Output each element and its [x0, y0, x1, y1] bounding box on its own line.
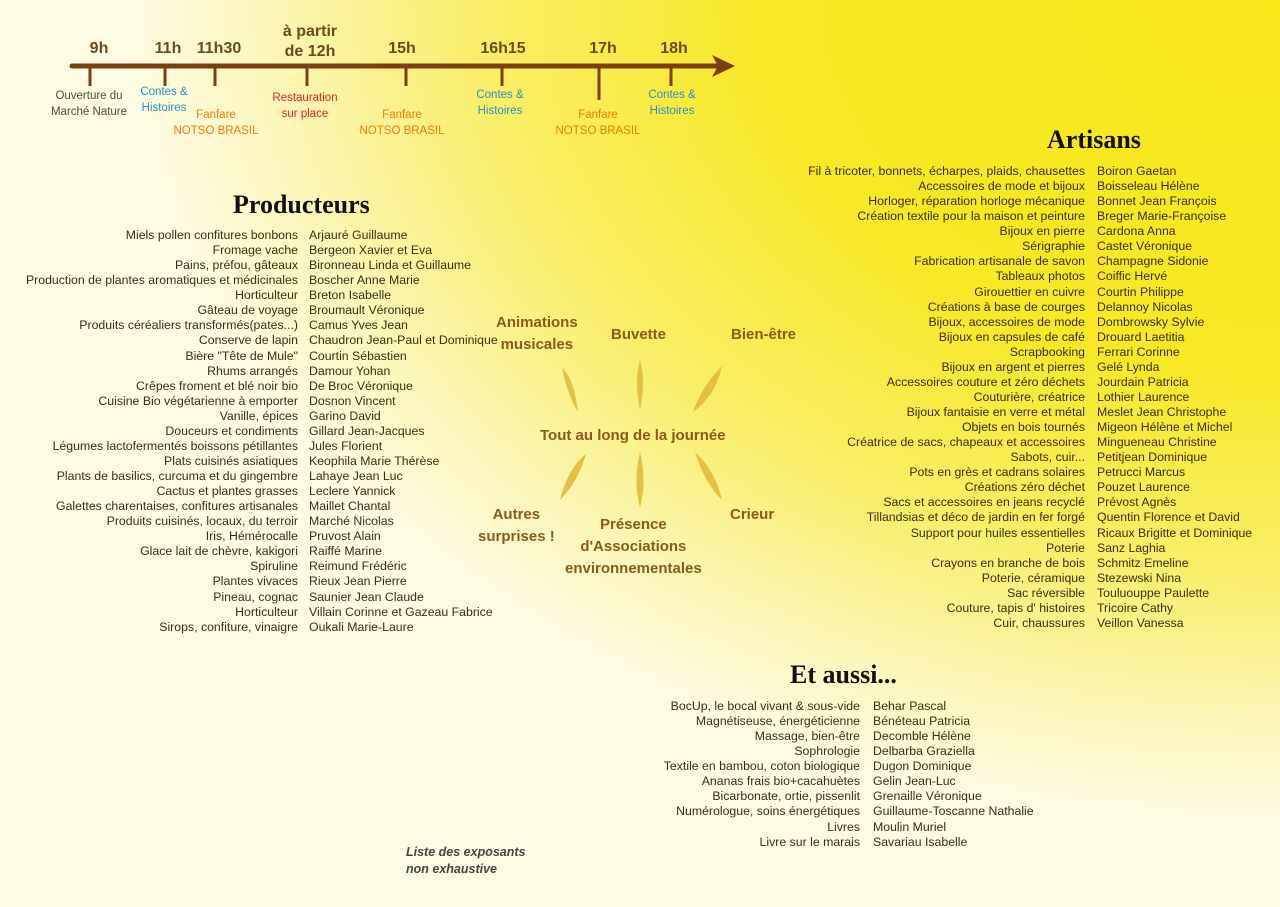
exhibitor-name: Jourdain Patricia [1097, 374, 1189, 389]
exhibitor-activity: Produits cuisinés, locaux, du terroir [106, 514, 298, 529]
exhibitor-row [700, 480, 1252, 495]
exhibitor-row [700, 209, 1252, 224]
exhibitor-activity: Cuir, chaussures [993, 615, 1085, 630]
exhibitor-name: Bironneau Linda et Guillaume [309, 258, 472, 273]
exhibitor-name: Migeon Hélène et Michel [1097, 420, 1233, 435]
exhibitor-activity: Glace lait de chèvre, kakigori [140, 544, 298, 559]
exhibitor-activity: Créations à base de courges [927, 299, 1085, 314]
exhibitor-activity: Couturière, créatrice [973, 389, 1085, 404]
exhibitor-activity: Plantes vivaces [212, 574, 298, 589]
exhibitor-name: Cardona Anna [1097, 224, 1176, 239]
exhibitor-row [700, 224, 1252, 239]
exhibitor-activity: Créations zéro déchet [964, 480, 1085, 495]
exhibitor-name: Moulin Muriel [873, 819, 947, 834]
exhibitor-row [0, 620, 498, 635]
exhibitor-row [0, 303, 498, 318]
exhibitor-activity: Girouettier en cuivre [974, 284, 1085, 299]
exhibitor-row [0, 409, 498, 424]
exhibitor-activity: Bijoux en argent et pierres [941, 359, 1085, 374]
exhibitor-name: Courtin Philippe [1097, 284, 1184, 299]
exhibitor-row [560, 729, 1034, 744]
exhibitor-activity: Massage, bien-être [754, 729, 860, 744]
exhibitor-row [700, 616, 1252, 631]
exhibitor-activity: Accessoires de mode et bijoux [918, 179, 1085, 194]
time-label: 17h [589, 40, 617, 57]
exhibitor-row [0, 273, 498, 288]
exhibitor-row [700, 541, 1252, 556]
time-label: 9h [89, 40, 109, 57]
exhibitor-activity: Scrapbooking [1009, 344, 1085, 359]
exhibitor-name: Quentin Florence et David [1097, 510, 1240, 525]
exhibitor-row [700, 450, 1252, 465]
exhibitor-activity: Sacs et accessoires en jeans recyclé [883, 495, 1085, 510]
sun-ray [637, 452, 644, 508]
exhibitor-row [0, 333, 498, 348]
exhibitor-activity: Fabrication artisanale de savon [914, 254, 1085, 269]
exhibitor-activity: Sérigraphie [1022, 239, 1085, 254]
exhibitor-row [700, 571, 1252, 586]
exhibitor-row [700, 345, 1252, 360]
exhibitor-row [700, 526, 1252, 541]
exhibitor-row [0, 529, 498, 544]
exhibitor-activity: BocUp, le bocal vivant & sous-vide [670, 699, 860, 713]
exhibitor-activity: Magnétiseuse, énergéticienne [695, 714, 860, 729]
exhibitor-name: Boisseleau Hélène [1097, 179, 1200, 194]
exhibitor-activity: Bicarbonate, ortie, pissenlit [712, 789, 860, 804]
exhibitor-activity: Bijoux fantaisie en verre et métal [906, 405, 1085, 419]
exhibitor-activity: Bière "Tête de Mule" [185, 348, 298, 363]
exhibitor-name: Reimund Frédéric [309, 559, 407, 574]
exhibitor-activity: Fromage vache [212, 243, 298, 258]
exhibitor-activity: Horticulteur [235, 604, 298, 619]
exhibitor-name: Veillon Vanessa [1097, 615, 1184, 630]
exhibitor-row [560, 804, 1034, 819]
event-label: Ouverture du Marché Nature [50, 90, 128, 118]
sun-bienetre-label: Bien-être [731, 326, 797, 343]
exhibitor-activity: Bijoux, accessoires de mode [928, 314, 1085, 329]
time-tick [89, 66, 92, 86]
exhibitor-name: Raiffé Marine [309, 544, 382, 559]
exhibitor-name: Champagne Sidonie [1097, 254, 1209, 269]
exhibitor-row [560, 774, 1034, 789]
exhibitor-name: Dombrowsky Sylvie [1097, 314, 1205, 329]
exhibitor-activity: Poterie [1046, 540, 1085, 555]
exhibitor-row [0, 258, 498, 273]
time-label: 15h [388, 40, 416, 57]
time-label: à partir de 12h [282, 23, 338, 60]
exhibitor-row [700, 375, 1252, 390]
exhibitor-row [700, 405, 1252, 420]
event-label: Fanfare NOTSO BRASIL [173, 109, 259, 137]
exhibitor-name: Breton Isabelle [309, 288, 392, 303]
exhibitor-activity: Objets en bois tournés [961, 420, 1085, 435]
exhibitor-name: Damour Yohan [309, 363, 391, 378]
exhibitor-row [700, 510, 1252, 525]
exhibitor-name: Decomble Hélène [873, 729, 971, 744]
sun-buvette-label: Buvette [611, 326, 667, 343]
exhibitor-name: Marché Nicolas [309, 514, 394, 529]
exhibitor-name: Keophila Marie Thérèse [309, 453, 440, 468]
exhibitor-name: Garino David [309, 408, 381, 423]
exhibitor-name: Saunier Jean Claude [309, 589, 424, 604]
exhibitor-row [0, 243, 498, 258]
exhibitor-activity: Accessoires couture et zéro déchets [886, 374, 1085, 389]
exhibitor-row [0, 499, 498, 514]
exhibitor-activity: Pains, préfou, gâteaux [174, 258, 298, 273]
exhibitor-name: Bergeon Xavier et Eva [309, 243, 433, 258]
exhibitor-name: Dugon Dominique [873, 759, 972, 774]
exhibitor-row [560, 744, 1034, 759]
exhibitor-activity: Rhums arrangés [207, 363, 298, 378]
exhibitor-activity: Cuisine Bio végétarienne à emporter [98, 393, 298, 408]
exhibitor-activity: Sabots, cuir... [1010, 450, 1085, 465]
exhibitor-name: Prévost Agnès [1097, 495, 1177, 510]
exhibitor-activity: Iris, Hémérocalle [205, 529, 298, 544]
exhibitor-name: Gillard Jean-Jacques [309, 423, 425, 438]
exhibitor-name: Leclere Yannick [309, 484, 396, 499]
exhibitor-row [700, 390, 1252, 405]
exhibitor-row [0, 544, 498, 559]
exhibitor-row [700, 164, 1252, 179]
exhibitor-activity: Miels pollen confitures bonbons [125, 228, 298, 242]
exhibitor-name: Grenaille Véronique [873, 789, 982, 804]
exhibitor-activity: Plats cuisinés asiatiques [164, 453, 298, 468]
exhibitor-row [700, 285, 1252, 300]
time-tick [306, 66, 309, 86]
exhibitor-name: Chaudron Jean-Paul et Dominique [309, 333, 498, 348]
exhibitor-name: Lahaye Jean Luc [309, 469, 403, 483]
exhibitor-row [700, 601, 1252, 616]
exhibitor-activity: Sophrologie [794, 744, 860, 759]
exhibitor-activity: Fil à tricoter, bonnets, écharpes, plaids, chausettes [808, 164, 1085, 178]
exhibitor-name: Delannoy Nicolas [1097, 299, 1193, 314]
exhibitor-activity: Support pour huiles essentielles [910, 525, 1085, 540]
exhibitor-row [700, 586, 1252, 601]
exhibitor-row [700, 556, 1252, 571]
exhibitor-name: Savariau Isabelle [873, 834, 968, 849]
exhibitor-activity: Tillandsias et déco de jardin en fer forgé [866, 510, 1085, 525]
exhibitor-row [0, 590, 498, 605]
exhibitor-name: Pouzet Laurence [1097, 480, 1190, 495]
time-tick [214, 66, 217, 86]
exhibitor-row [0, 574, 498, 589]
exhibitor-row [0, 318, 498, 333]
exhibitor-activity: Plants de basilics, curcuma et du gingembre [56, 469, 298, 483]
time-tick [164, 66, 167, 86]
exhibitor-name: Courtin Sébastien [309, 348, 407, 363]
exhibitor-row [0, 394, 498, 409]
exhibitor-row [700, 420, 1252, 435]
time-tick [670, 66, 673, 86]
sun-presence-label: Présence d'Associations environnementales [565, 516, 702, 577]
exhibitor-name: Stezewski Nina [1097, 570, 1182, 585]
exhibitor-row [700, 360, 1252, 375]
artisans-heading: Artisans [1047, 125, 1141, 154]
exhibitor-row [0, 484, 498, 499]
exhibitor-name: Ricaux Brigitte et Dominique [1097, 525, 1253, 540]
exhibitor-row [560, 820, 1034, 835]
time-tick [501, 66, 504, 86]
exhibitor-activity: Pineau, cognac [213, 589, 298, 604]
exhibitor-activity: Horloger, réparation horloge mécanique [868, 194, 1085, 209]
exhibitor-name: Sanz Laghia [1097, 540, 1166, 555]
exhibitor-activity: Production de plantes aromatiques et médicinales [25, 273, 298, 288]
exhibitor-activity: Poterie, céramique [981, 570, 1085, 585]
exhibitor-activity: Crêpes froment et blé noir bio [136, 378, 298, 393]
exhibitor-activity: Bijoux en pierre [999, 224, 1085, 239]
event-label: Contes & Histoires [140, 86, 188, 114]
exhibitor-name: Gelé Lynda [1097, 359, 1160, 374]
exhibitor-name: Behar Pascal [873, 699, 947, 713]
artisans-list [700, 164, 1252, 631]
exhibitor-activity: Cactus et plantes grasses [156, 484, 298, 499]
exhibitor-row [560, 714, 1034, 729]
exhibitor-name: Gelin Jean-Luc [873, 774, 956, 789]
exhibitor-row [560, 835, 1034, 850]
exhibitor-activity: Ananas frais bio+cacahuètes [701, 774, 860, 789]
exhibitor-activity: Création textile pour la maison et peinture [857, 209, 1085, 224]
sun-center-label: Tout au long de la journée [540, 427, 726, 444]
exhibitor-name: Jules Florient [309, 438, 383, 453]
event-label: Restauration sur place [272, 92, 338, 120]
exhibitor-activity: Créatrice de sacs, chapeaux et accessoires [847, 435, 1085, 450]
exhibitor-row [700, 269, 1252, 284]
exhibitor-name: Petrucci Marcus [1097, 465, 1186, 480]
exhibitor-name: Schmitz Emeline [1097, 555, 1189, 570]
exhibitor-name: Pruvost Alain [309, 529, 381, 544]
exhibitor-activity: Couture, tapis d' histoires [946, 600, 1085, 615]
exhibitor-name: Breger Marie-Françoise [1097, 209, 1227, 224]
exhibitor-row [700, 435, 1252, 450]
time-label: 11h30 [196, 40, 242, 57]
exhibitor-activity: Douceurs et condiments [165, 423, 298, 438]
sun-ray [637, 360, 643, 410]
sun-animations-label: Animations musicales [496, 314, 578, 353]
sun-ray [562, 368, 578, 412]
exhibitor-row [0, 349, 498, 364]
exhibitor-activity: Tableaux photos [995, 269, 1085, 284]
time-label: 11h [154, 40, 182, 57]
exhibitor-name: Bénéteau Patricia [873, 714, 971, 729]
exhibitor-row [560, 699, 1034, 714]
producteurs-list [0, 228, 498, 635]
exhibitor-row [0, 605, 498, 620]
exhibitor-name: Oukali Marie-Laure [309, 619, 414, 634]
exhibitor-name: Coiffic Hervé [1097, 269, 1168, 284]
exhibitor-row [700, 465, 1252, 480]
exhibitor-name: Tricoire Cathy [1097, 600, 1174, 615]
exhibitor-name: Delbarba Graziella [873, 744, 975, 759]
exhibitor-activity: Galettes charentaises, confitures artisanales [56, 499, 298, 514]
exhibitor-activity: Gâteau de voyage [197, 303, 298, 318]
exhibitor-name: Drouard Laetitia [1097, 329, 1185, 344]
sun-ray [560, 454, 586, 500]
timeline [0, 0, 760, 150]
exhibitor-row [0, 288, 498, 303]
exhibitor-name: Camus Yves Jean [309, 318, 408, 333]
exhibitor-row [700, 495, 1252, 510]
exhibitor-row [0, 454, 498, 469]
exhibitor-activity: Légumes lactofermentés boissons pétillantes [52, 438, 298, 453]
exhibitor-activity: Numérologue, soins énergétiques [676, 804, 860, 819]
exhibitor-name: Petitjean Dominique [1097, 450, 1208, 465]
exhibitor-name: Boscher Anne Marie [309, 273, 420, 288]
sun-ray [693, 366, 722, 412]
exhibitor-activity: Spiruline [250, 559, 298, 574]
exhibitor-row [700, 300, 1252, 315]
sun-autres-label: Autres surprises ! [478, 506, 555, 545]
producteurs-heading: Producteurs [233, 190, 370, 219]
exhibitor-name: Ferrari Corinne [1097, 344, 1180, 359]
event-label: Contes & Histoires [476, 89, 524, 117]
exhibitor-activity: Livre sur le marais [759, 834, 860, 849]
exhibitor-name: Castet Véronique [1097, 239, 1193, 254]
exhibitor-name: Mingueneau Christine [1097, 435, 1217, 450]
exhibitor-name: Guillaume-Toscanne Nathalie [873, 804, 1034, 819]
exhibitor-row [0, 559, 498, 574]
exhibitor-activity: Sac réversible [1007, 585, 1085, 600]
exhibitor-row [0, 228, 498, 243]
event-label: Contes & Histoires [648, 89, 696, 117]
time-tick [405, 66, 408, 86]
exhibitor-activity: Sirops, confiture, vinaigre [159, 619, 298, 634]
exhibitor-name: Touluouppe Paulette [1097, 585, 1210, 600]
exhibitor-activity: Bijoux en capsules de café [938, 329, 1085, 344]
event-label: Fanfare NOTSO BRASIL [555, 109, 641, 137]
sun-crieur-label: Crieur [730, 506, 775, 523]
exhibitor-activity: Crayons en branche de bois [931, 555, 1085, 570]
sun-ray [695, 452, 722, 500]
exhibitor-row [560, 759, 1034, 774]
exhibitor-activity: Produits céréaliers transformés(pates...) [79, 318, 298, 333]
exhibitor-name: Boiron Gaetan [1097, 164, 1177, 178]
exhibitor-name: Broumault Véronique [309, 303, 425, 318]
exhibitor-activity: Pots en grès et cadrans solaires [909, 465, 1085, 480]
exhibitor-activity: Conserve de lapin [198, 333, 298, 348]
exhibitor-row [0, 379, 498, 394]
time-label: 18h [660, 40, 688, 57]
exhibitor-name: Villain Corinne et Gazeau Fabrice [309, 604, 493, 619]
aussi-list [560, 699, 1034, 850]
exhibitor-name: Rieux Jean Pierre [309, 574, 407, 589]
exhibitor-row [0, 424, 498, 439]
exhibitor-row [700, 194, 1252, 209]
exhibitor-name: Bonnet Jean François [1097, 194, 1217, 209]
exhibitor-name: Dosnon Vincent [309, 393, 396, 408]
exhibitor-row [700, 254, 1252, 269]
exhibitor-name: Lothier Laurence [1097, 389, 1190, 404]
exhibitor-row [0, 469, 498, 484]
exhibitor-row [0, 364, 498, 379]
exhibitor-row [0, 514, 498, 529]
exhibitor-name: Maillet Chantal [309, 499, 391, 514]
exhibitor-row [0, 439, 498, 454]
exhibitor-name: De Broc Véronique [309, 378, 413, 393]
time-label: 16h15 [480, 40, 526, 57]
exhibitor-activity: Livres [827, 819, 860, 834]
exhibitor-row [560, 789, 1034, 804]
exhibitor-row [700, 239, 1252, 254]
event-label: Fanfare NOTSO BRASIL [359, 109, 445, 137]
exhibitor-activity: Textile en bambou, coton biologique [663, 759, 860, 774]
time-tick [598, 66, 601, 100]
exhibitor-row [700, 179, 1252, 194]
aussi-heading: Et aussi... [790, 660, 897, 689]
exhibitor-activity: Horticulteur [235, 288, 298, 303]
exhibitor-activity: Vanille, épices [219, 408, 298, 423]
footnote: Liste des exposants non exhaustive [406, 845, 526, 876]
exhibitor-name: Meslet Jean Christophe [1097, 405, 1227, 419]
exhibitor-name: Arjauré Guillaume [309, 228, 408, 242]
